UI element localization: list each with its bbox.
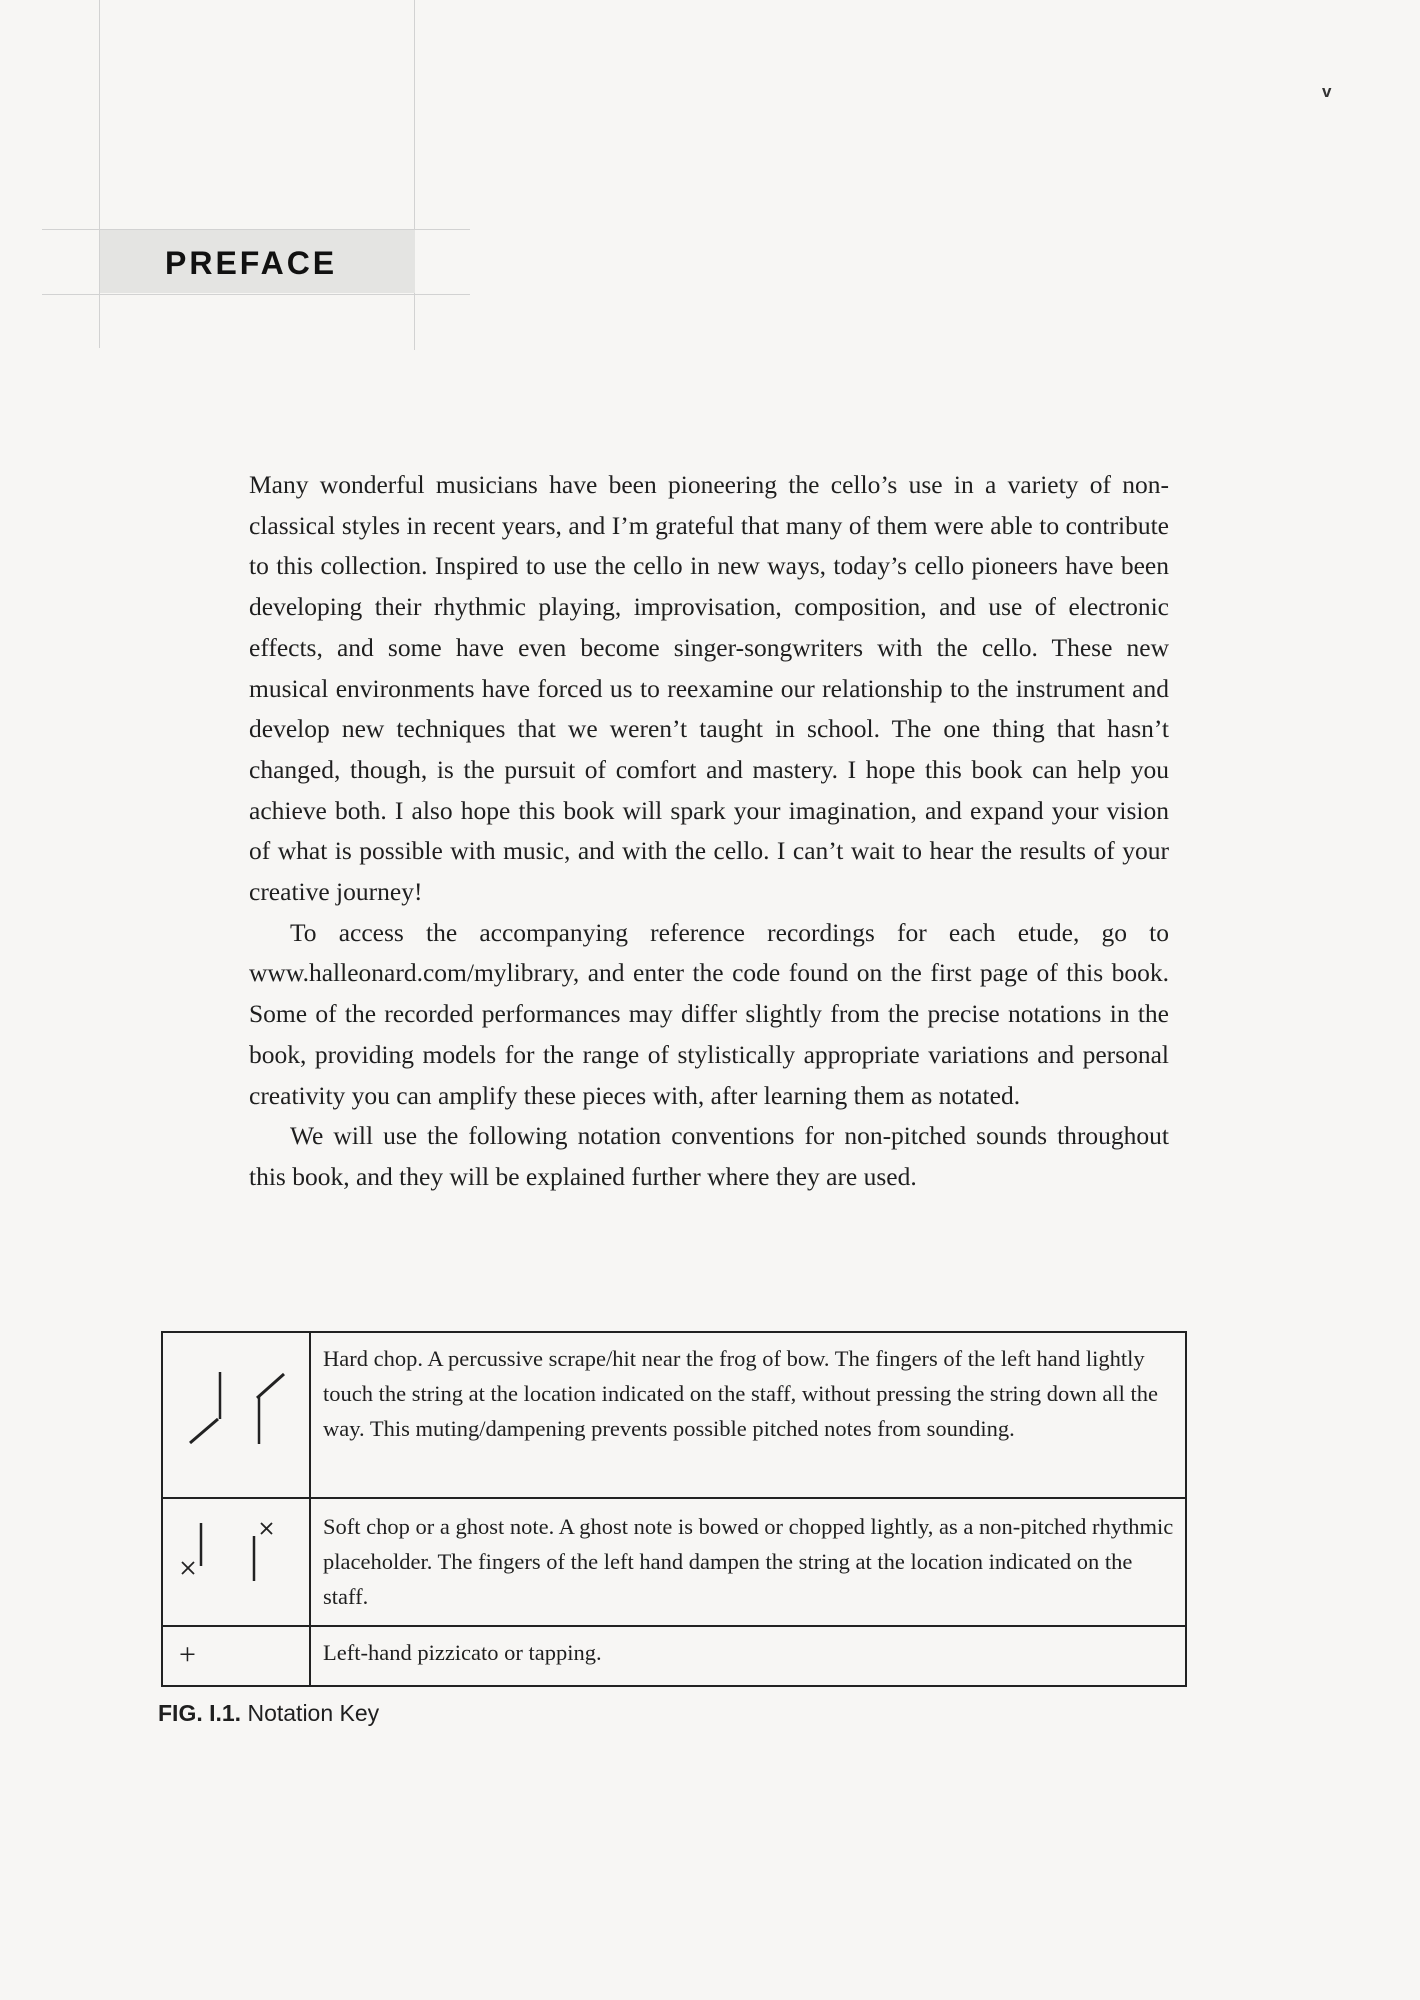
paragraph-notation: We will use the following notation conventions for non-pitched sounds throughout this book, and they will be explained further where they are used. xyxy=(249,1121,1169,1191)
hard-chop-notehead-icon xyxy=(163,1333,309,1497)
corner-rule-horizontal-bottom xyxy=(42,294,470,295)
notation-key-table xyxy=(161,1331,1187,1687)
soft-chop-x-notehead-icon xyxy=(163,1499,309,1625)
corner-rule-vertical-left xyxy=(99,0,100,348)
figure-title: Notation Key xyxy=(241,1700,380,1726)
figure-label: FIG. I.1. xyxy=(158,1700,242,1726)
symbol-cell xyxy=(163,1627,311,1685)
symbol-cell xyxy=(163,1499,311,1625)
symbol-cell xyxy=(163,1333,311,1497)
preface-body xyxy=(249,465,1169,1198)
figure-caption xyxy=(158,1700,379,1727)
notation-description: Soft chop or a ghost note. A ghost note is bowed or chopped lightly, as a non-pitched rhythmic placeholder. The fingers of the left hand dampen the string at the location indicated on the staff. xyxy=(323,1514,1174,1609)
corner-rule-vertical-right xyxy=(414,0,415,350)
notation-description: Left-hand pizzicato or tapping. xyxy=(323,1640,602,1665)
paragraph-recordings: To access the accompanying reference recordings for each etude, go to www.halleonard.com/mylibrary, and enter the code found on the first page of this book. Some of the recorded performances may differ slightly from the precise notations in the book, providing models for the range of stylistically appropriate variations and personal creativity you can amplify these pieces with, after learning them as notated. xyxy=(249,917,1169,1110)
page-title: PREFACE xyxy=(165,245,338,281)
paragraph-intro: Many wonderful musicians have been pioneering the cello’s use in a variety of non-classical styles in recent years, and I’m grateful that many of them were able to contribute to this collection. Inspired to use the cello in new ways, today’s cello pioneers have been developing their rhythmic playing, improvisation, composition, and use of electronic effects, and some have even become singer-songwriters with the cello. These new musical environments have forced us to reexamine our relationship to the instrument and develop new techniques that we weren’t taught in school. The one thing that hasn’t changed, though, is the pursuit of comfort and mastery. I hope this book can help you achieve both. I also hope this book will spark your imagination, and expand your vision of what is possible with music, and with the cello. I can’t wait to hear the results of your creative journey! xyxy=(249,470,1169,907)
notation-description: Hard chop. A percussive scrape/hit near the frog of bow. The fingers of the left hand lightly touch the string at the location indicated on the staff, without pressing the string down all the way. This muting/dampening prevents possible pitched notes from sounding. xyxy=(323,1346,1159,1441)
notation-row-hard-chop xyxy=(163,1333,1185,1499)
notation-row-pizzicato xyxy=(163,1627,1185,1685)
page-number: v xyxy=(1322,82,1332,101)
notation-row-soft-chop xyxy=(163,1499,1185,1627)
plus-icon: + xyxy=(179,1638,196,1671)
